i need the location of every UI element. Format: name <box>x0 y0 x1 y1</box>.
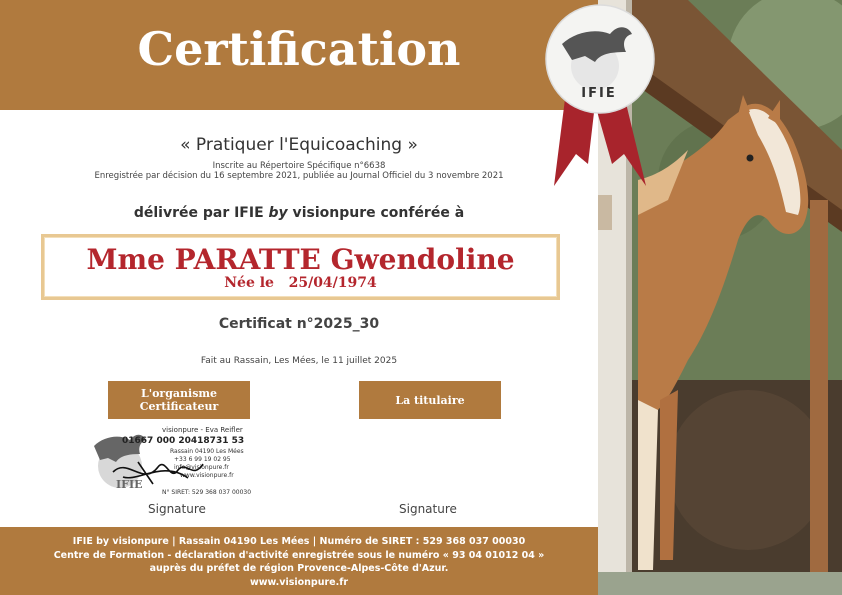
signature-scribble <box>108 452 218 492</box>
stamp-name: visionpure - Eva Reifler <box>162 426 243 434</box>
certificate-title: Certification <box>137 22 461 76</box>
stamp-phone: +33 6 99 19 02 95 <box>174 456 231 463</box>
stamp-logo-text: IFIE <box>116 478 143 491</box>
recipient-frame <box>41 234 560 300</box>
holder-tag: La titulaire <box>359 381 501 419</box>
recipient-name: Mme PARATTE Gwendoline <box>86 243 515 276</box>
stamp-siret: N° SIRET: 529 368 037 00030 <box>162 489 252 496</box>
birth-date: 25/04/1974 <box>288 275 377 291</box>
birth-line <box>44 275 557 291</box>
footer-line-3: auprès du préfet de région Provence-Alpes-Côte d'Azur. <box>149 563 449 574</box>
delivered-suffix: visionpure conférée à <box>287 205 465 221</box>
stamp-address: Rassain 04190 Les Mées <box>170 448 244 455</box>
registration-line-2: Enregistrée par décision du 16 septembre 2021, publiée au Journal Officiel du 3 novembre 2021 <box>94 171 504 181</box>
program-title: « Pratiquer l'Equicoaching » <box>180 135 418 155</box>
footer-line-1: IFIE by visionpure | Rassain 04190 Les Mées | Numéro de SIRET : 529 368 037 00030 <box>72 536 526 547</box>
footer-website: www.visionpure.fr <box>249 576 349 588</box>
delivered-by-word: by <box>268 205 288 221</box>
delivered-prefix: délivrée par IFIE <box>133 205 269 221</box>
badge-label: IFIE <box>581 86 617 101</box>
signature-label-holder: Signature <box>399 502 457 516</box>
footer-band <box>0 527 598 595</box>
birth-label: Née le <box>224 275 274 291</box>
stamp-number: 01667 000 20418731 53 <box>122 436 245 446</box>
footer-line-2: Centre de Formation - déclaration d'activité enregistrée sous le numéro « 93 04 01012 04 » <box>53 549 545 561</box>
stamp-email: info@visionpure.fr <box>174 464 229 471</box>
stamp-web: www.visionpure.fr <box>180 472 234 479</box>
company-stamp <box>88 424 268 500</box>
signature-label-org: Signature <box>148 502 206 516</box>
delivered-by <box>0 205 598 221</box>
registration-line-1: Inscrite au Répertoire Spécifique n°6638 <box>212 161 386 171</box>
org-certifier-tag: L'organisme Certificateur <box>108 381 250 419</box>
header-band <box>0 0 598 110</box>
made-at-line: Fait au Rassain, Les Mées, le 11 juillet 2025 <box>200 356 398 366</box>
certificate-number: Certificat n°2025_30 <box>218 316 380 332</box>
